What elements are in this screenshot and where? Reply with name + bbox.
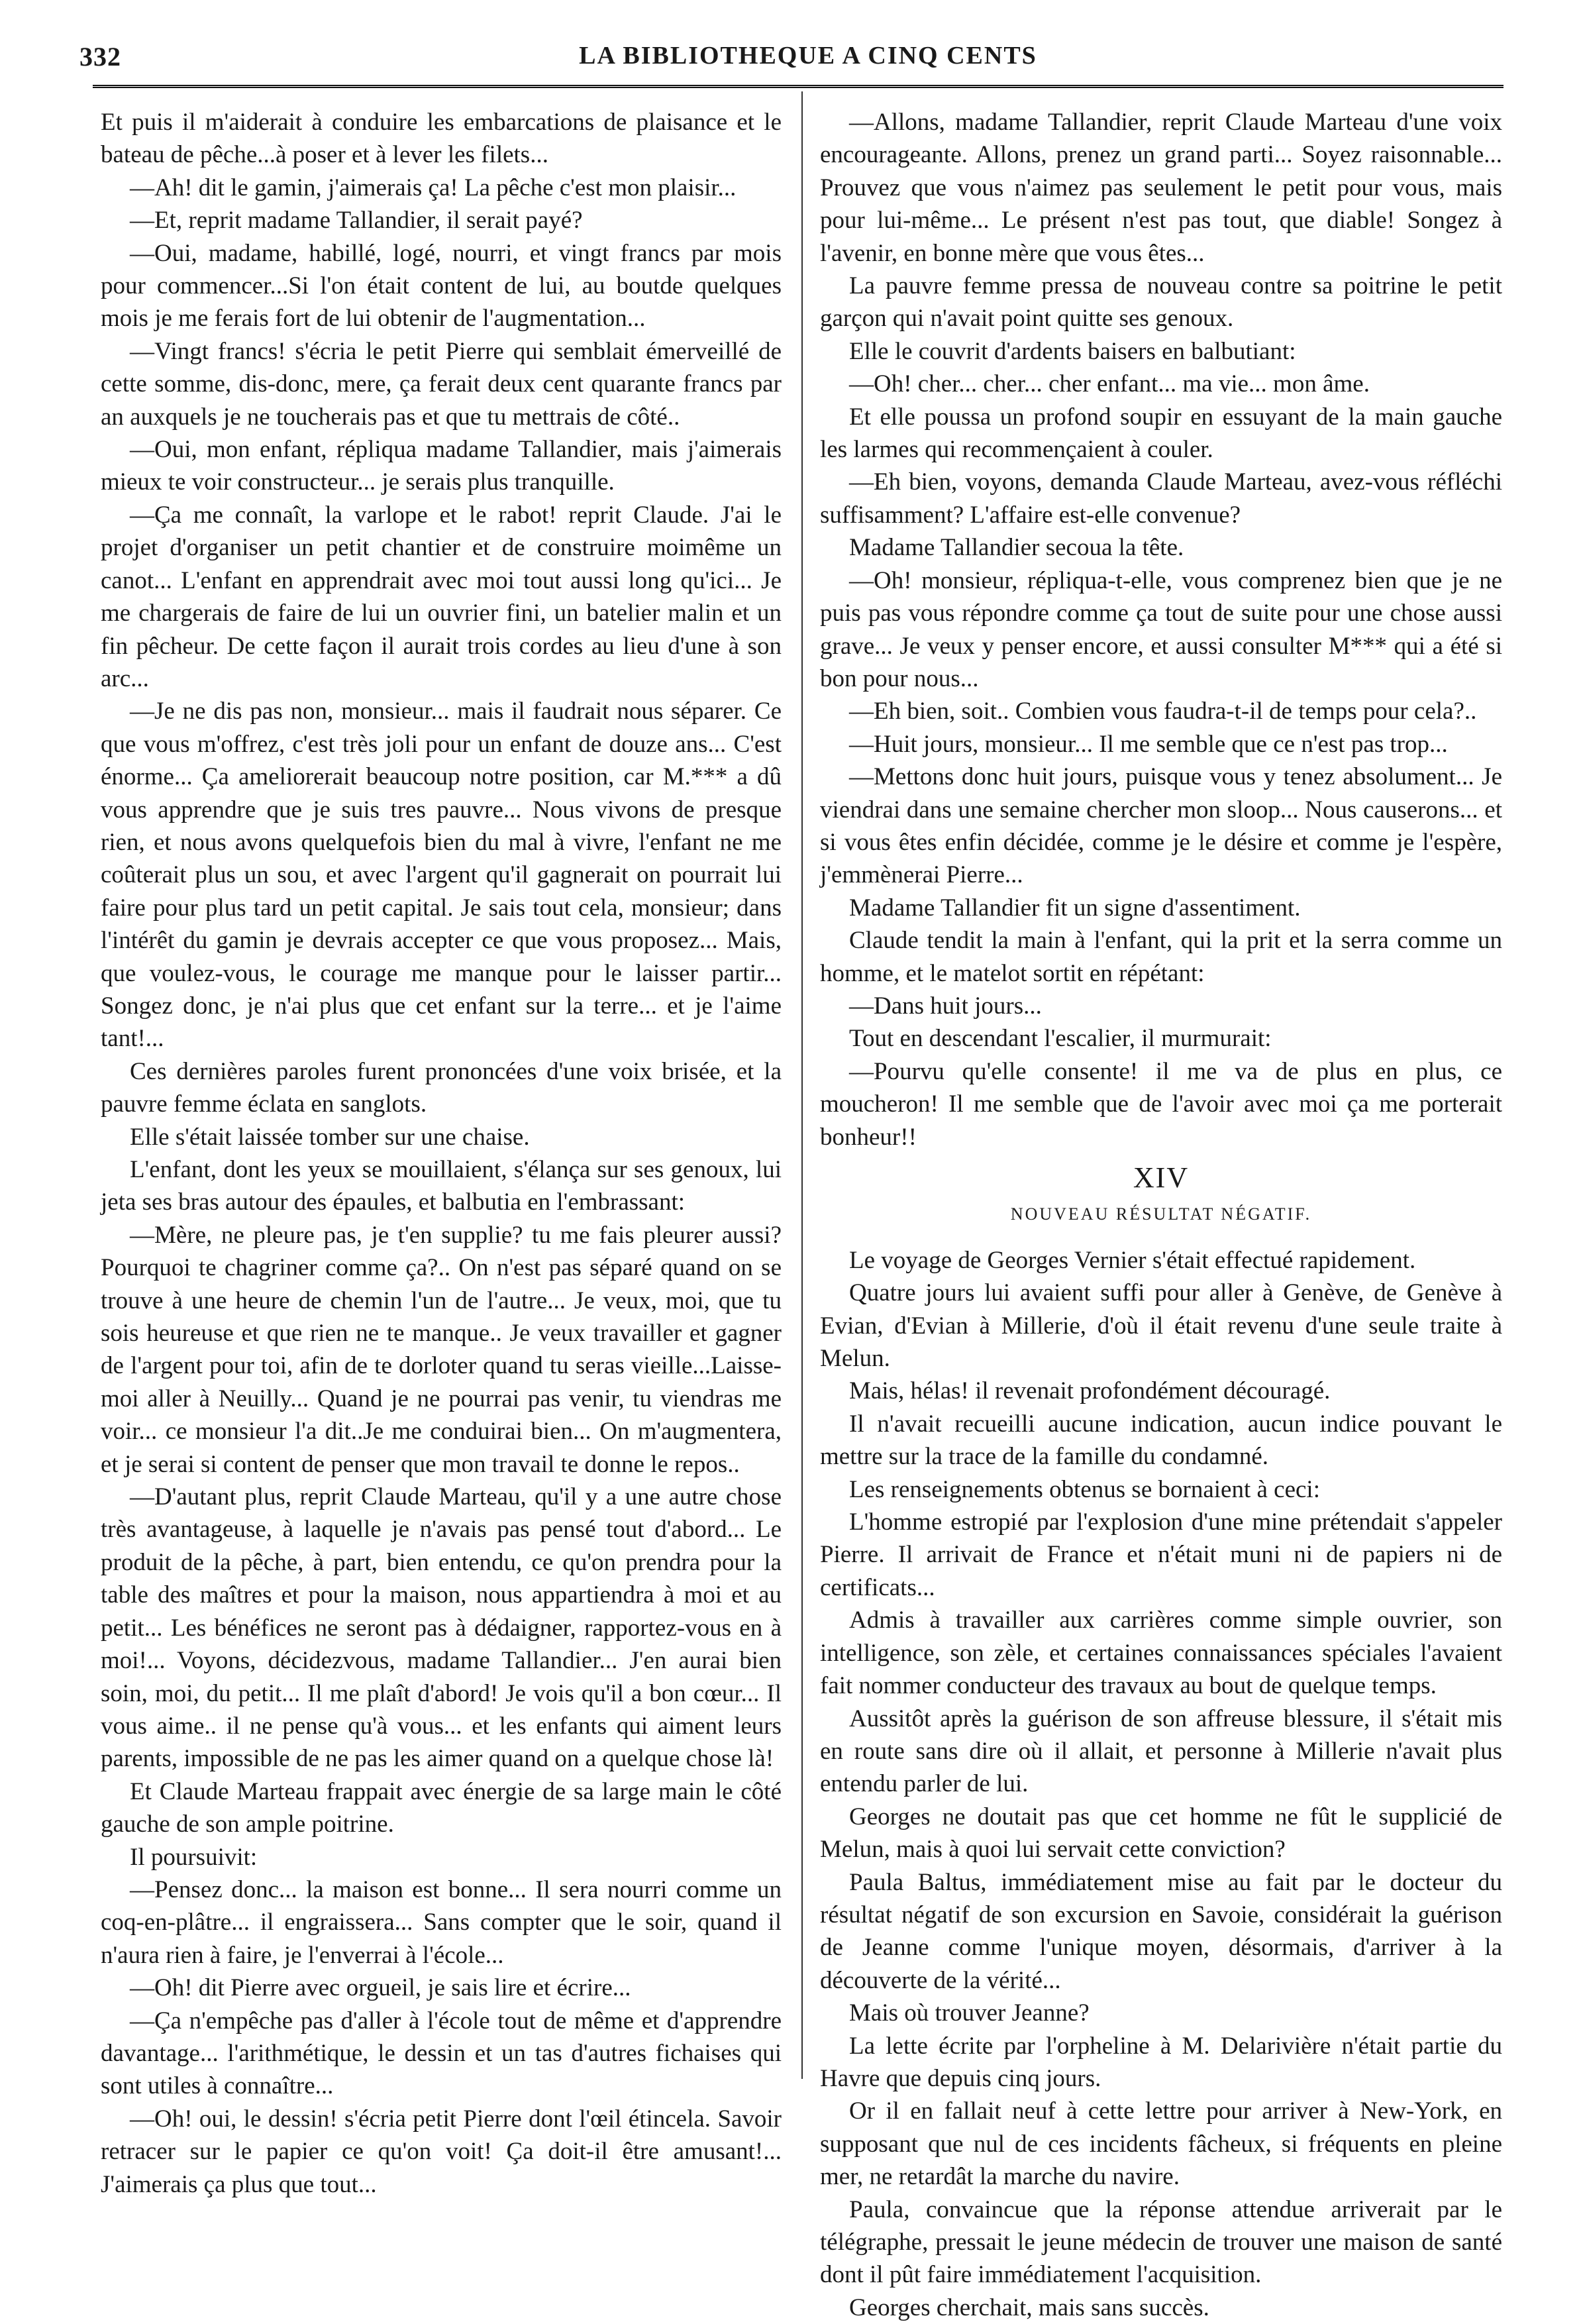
paragraph: —Oh! dit Pierre avec orgueil, je sais lire et écrire... (130, 1974, 631, 2002)
paragraph: —Eh bien, soit.. Combien vous faudra-t-il de temps pour cela?.. (849, 698, 1477, 725)
paragraph: Aussitôt après la guérison de son affreuse blessure, il s'était mis en route sans dire où il allait, et personne à Millerie n'avait plus entendu parler de lui. (820, 1705, 1502, 1798)
paragraph: Georges cherchait, mais sans succès. (849, 2294, 1209, 2321)
paragraph: Paula, convaincue que la réponse attendue arriverait par le télégraphe, pressait le jeune médecin de trouver une maison de santé dont il pût faire immédiatement l'acquisition. (820, 2195, 1502, 2289)
paragraph: —Dans huit jours... (849, 992, 1042, 1020)
paragraph: —Oui, mon enfant, répliqua madame Tallandier, mais j'aimerais mieux te voir constructeur... je serais plus tranquille. (101, 436, 782, 496)
paragraph: —Oui, madame, habillé, logé, nourri, et vingt francs par mois pour commencer...Si l'on était content de lui, au boutde quelques mois je me ferais fort de lui obtenir de l'augmentation... (101, 239, 782, 333)
paragraph: Madame Tallandier secoua la tête. (849, 534, 1184, 562)
paragraph: La pauvre femme pressa de nouveau contre sa poitrine le petit garçon qui n'avait point quitte ses genoux. (820, 272, 1502, 333)
paragraph: Mais où trouver Jeanne? (849, 1999, 1090, 2027)
paragraph: Tout en descendant l'escalier, il murmurait: (849, 1025, 1272, 1053)
paragraph: —Oh! cher... cher... cher enfant... ma vie... mon âme. (849, 370, 1370, 398)
paragraph: —Ah! dit le gamin, j'aimerais ça! La pêche c'est mon plaisir... (130, 174, 737, 201)
paragraph: —Et, reprit madame Tallandier, il serait payé? (130, 207, 583, 235)
paragraph: —Pensez donc... la maison est bonne... Il sera nourri comme un coq-en-plâtre... il engraissera... Sans compter que le soir, quand il n'aura rien à faire, je l'enverrai à l'école... (101, 1875, 782, 1969)
paragraph: Paula Baltus, immédiatement mise au fait par le docteur du résultat négatif de son excursion en Savoie, considérait la guérison de Jeanne comme l'unique moyen, désormais, d'arriver à la découverte de la vérité... (820, 1868, 1502, 1994)
paragraph: —Mettons donc huit jours, puisque vous y tenez absolument... Je viendrai dans une semaine chercher mon sloop... Nous causerons... et si vous êtes enfin décidée, comme je le désire et comme je l'espère, j'emmènerai Pierre... (820, 763, 1502, 889)
paragraph: Madame Tallandier fit un signe d'assentiment. (849, 894, 1301, 922)
paragraph: —Oh! oui, le dessin! s'écria petit Pierre dont l'œil étincela. Savoir retracer sur le papier ce qu'on voit! Ça doit-il être amusant!... J'aimerais ça plus que tout... (101, 2105, 782, 2198)
paragraph: —Vingt francs! s'écria le petit Pierre qui semblait émerveillé de cette somme, dis-donc, mere, ça ferait deux cent quarante francs par an auxquels je ne toucherais pas et que tu mettrais de côté.. (101, 337, 782, 431)
paragraph: L'enfant, dont les yeux se mouillaient, s'élança sur ses genoux, lui jeta ses bras autour des épaules, et balbutia en l'embrassant: (101, 1156, 782, 1216)
paragraph: Il n'avait recueilli aucune indication, aucun indice pouvant le mettre sur la trace de la famille du condamné. (820, 1410, 1502, 1471)
chapter-title: NOUVEAU RÉSULTAT NÉGATIF. (1010, 1204, 1312, 1224)
paragraph: Ces dernières paroles furent prononcées d'une voix brisée, et la pauvre femme éclata en sanglots. (101, 1057, 782, 1118)
chapter-number: XIV (1133, 1161, 1190, 1194)
paragraph: —Oh! monsieur, répliqua-t-elle, vous comprenez bien que je ne puis pas vous répondre comme ça tout de suite pour une chose aussi grave... Je veux y penser encore, et aussi consulter M*** qui a été si bon pour nous... (820, 566, 1502, 692)
paragraph: —Pourvu qu'elle consente! il me va de plus en plus, ce moucheron! Il me semble que de l'avoir avec moi ça me porterait bonheur!! (820, 1057, 1502, 1151)
paragraph: Georges ne doutait pas que cet homme ne fût le supplicié de Melun, mais à quoi lui servait cette conviction? (820, 1803, 1502, 1864)
paragraph: L'homme estropié par l'explosion d'une mine prétendait s'appeler Pierre. Il arrivait de France et n'était muni ni de papiers ni de certificats... (820, 1508, 1502, 1601)
right-column (820, 106, 1502, 2321)
paragraph: —Allons, madame Tallandier, reprit Claude Marteau d'une voix encourageante. Allons, prenez un grand parti... Soyez raisonnable... Prouvez que vous n'aimez pas seulement le petit pour vous, mais pour lui-même... Le présent n'est pas tout, que diable! Songez à l'avenir, en bonne mère que vous êtes... (820, 109, 1502, 267)
paragraph: —Ça n'empêche pas d'aller à l'école tout de même et d'apprendre davantage... l'arithmétique, le dessin et un tas d'autres fichaises qui sont utiles à connaître... (101, 2007, 782, 2100)
paragraph: Admis à travailler aux carrières comme simple ouvrier, son intelligence, son zèle, et certaines connaissances spéciales l'avaient fait nommer conducteur des travaux au bout de quelque temps. (820, 1607, 1502, 1700)
paragraph: Claude tendit la main à l'enfant, qui la prit et la serra comme un homme, et le matelot sortit en répétant: (820, 927, 1502, 987)
page-number: 332 (79, 42, 121, 72)
paragraph: Les renseignements obtenus se bornaient à ceci: (849, 1475, 1320, 1503)
paragraph: Elle s'était laissée tomber sur une chaise. (130, 1123, 530, 1151)
paragraph: —Mère, ne pleure pas, je t'en supplie? tu me fais pleurer aussi? Pourquoi te chagriner comme ça?.. On n'est pas séparé quand on se trouve à une heure de chemin l'un de l'autre... Je veux, moi, que tu sois heureuse et que rien ne te manque.. Je veux travailler et gagner de l'argent pour toi, afin de te dorloter quand tu seras vieille...Laisse-moi aller à Neuilly... Quand je ne pourrai pas venir, tu viendras me voir... ce monsieur l'a dit..Je me conduirai bien... On m'augmentera, et je serai si content de penser que mon travail te donne le repos.. (101, 1221, 782, 1478)
paragraph: —Je ne dis pas non, monsieur... mais il faudrait nous séparer. Ce que vous m'offrez, c'est très joli pour un enfant de douze ans... C'est énorme... Ça ameliorerait beaucoup notre position, car M.*** a dû vous apprendre que je suis tres pauvre... Nous vivons de presque rien, et nous avons quelquefois bien du mal à vivre, l'enfant ne me coûterait plus un sou, et avec l'argent qu'il gagnerait on pourrait lui faire pour plus tard un petit capital. Je sais tout cela, monsieur; dans l'intérêt du gamin je devrais accepter ce que vous proposez... Mais, que voulez-vous, le courage me manque pour le laisser partir... Songez donc, je n'ai plus que cet enfant sur la terre... et je l'aime tant!... (101, 698, 782, 1053)
paragraph: Le voyage de Georges Vernier s'était effectué rapidement. (849, 1246, 1416, 1274)
paragraph: Il poursuivit: (130, 1843, 258, 1871)
paragraph: —Ça me connaît, la varlope et le rabot! reprit Claude. J'ai le projet d'organiser un petit chantier et de construire moimême un canot... L'enfant en apprendrait avec moi tout aussi long qu'ici... Je me chargerais de faire de lui un ouvrier fini, un batelier malin et un fin pêcheur. De cette façon il aurait trois cordes au lieu d'une à son arc... (101, 501, 782, 692)
paragraph: Mais, hélas! il revenait profondément découragé. (849, 1377, 1331, 1405)
paragraph: Elle le couvrit d'ardents baisers en balbutiant: (849, 337, 1296, 365)
paragraph: —Eh bien, voyons, demanda Claude Marteau, avez-vous réfléchi suffisamment? L'affaire est-elle convenue? (820, 468, 1502, 529)
paragraph: Et puis il m'aiderait à conduire les embarcations de plaisance et le bateau de pêche...à poser et à lever les filets... (101, 109, 782, 169)
running-title: LA BIBLIOTHEQUE A CINQ CENTS (579, 42, 1037, 70)
paragraph: Or il en fallait neuf à cette lettre pour arriver à New-York, en supposant que nul de ces incidents fâcheux, si fréquents en pleine mer, ne retardât la marche du navire. (820, 2097, 1502, 2191)
page-header (79, 41, 1497, 81)
paragraph: Et elle poussa un profond soupir en essuyant de la main gauche les larmes qui recommençaient à couler. (820, 403, 1502, 464)
paragraph: —Huit jours, monsieur... Il me semble que ce n'est pas trop... (849, 730, 1448, 758)
paragraph: —D'autant plus, reprit Claude Marteau, qu'il y a une autre chose très avantageuse, à laquelle je n'avais pas pensé tout d'abord... Le produit de la pêche, à part, bien entendu, ce qu'on prendra pour la table des maîtres et pour la maison, nous appartiendra à moi et au petit... Les bénéfices ne seront pas à dédaigner, rapportez-vous en à moi!... Voyons, décidezvous, madame Tallandier... J'en aurai bien soin, moi, du petit... Il me plaît d'abord! Je vois qu'il a bon cœur... Il vous aime.. il ne pense qu'à vous... et les enfants qui aiment leurs parents, impossible de ne pas les aimer quand on a quelque chose là! (101, 1483, 782, 1773)
paragraph: La lette écrite par l'orpheline à M. Delarivière n'était partie du Havre que depuis cinq jours. (820, 2032, 1502, 2092)
left-column (101, 106, 782, 2198)
column-divider (801, 91, 803, 2079)
header-rule (93, 85, 1504, 88)
paragraph: Quatre jours lui avaient suffi pour aller à Genève, de Genève à Evian, d'Evian à Millerie, d'où il était revenu d'une seule traite à Melun. (820, 1279, 1502, 1373)
paragraph: Et Claude Marteau frappait avec énergie de sa large main le côté gauche de son ample poitrine. (101, 1777, 782, 1838)
